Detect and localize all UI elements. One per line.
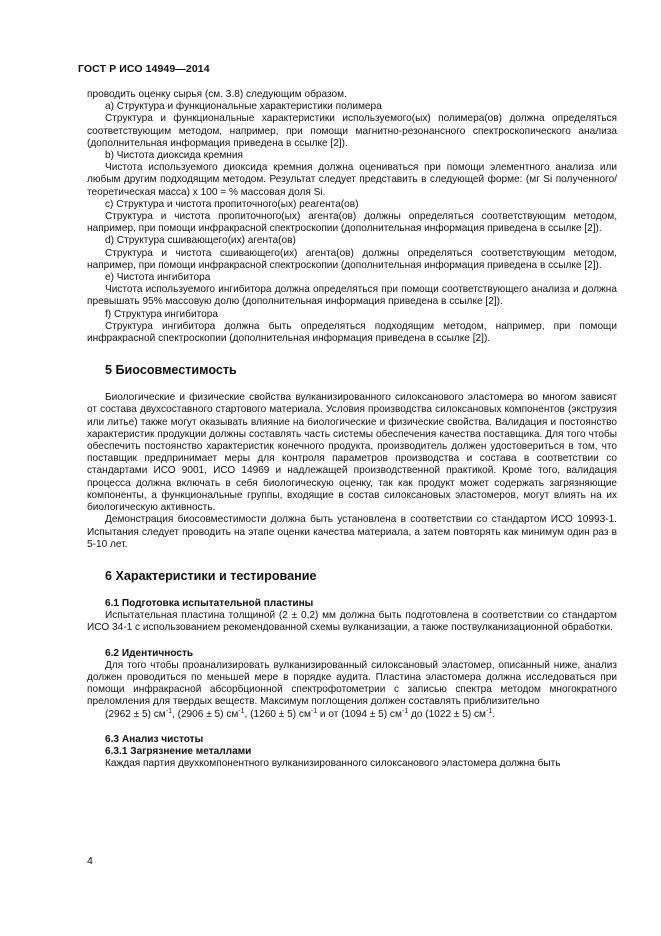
paragraph: Структура и чистота пропиточного(ых) агента(ов) должны определяться соответствующим методом, например, при помощи инфракрасной спектроскопии (дополнительная информация приведена в ссылке [2]).	[87, 211, 617, 235]
paragraph: d) Структура сшивающего(их) агента(ов)	[105, 235, 296, 247]
section-heading: 5 Биосовместимость	[105, 363, 237, 378]
spacer	[87, 635, 617, 648]
paragraph: Биологические и физические свойства вулканизированного силоксанового эластомера во многом зависят от состава двухсоставного стартового материала. Условия производства силоксановых компонентов (экструзия или литье) также могут оказывать влияние на биологические и физические свойства. Валидация и постоянство характеристик продукции должны составлять часть системы обеспечения качества поставщика. Для того чтобы обеспечить постоянство характеристик конечного продукта, производитель должен удостовериться в том, что поставщик предпринимает меры для контроля параметров производства и состава в соответствии со стандартами ИСО 9001, ИСО 14969 и надлежащей производственной практикой. Кроме того, валидация процесса должна включать в себя биологическую оценку, так как продукт может содержать загрязняющие компоненты, а функциональные группы, входящие в состав силоксановых эластомеров, могут влиять на их биологическую активность.	[87, 392, 617, 514]
paragraph: f) Структура ингибитора	[105, 308, 218, 320]
paragraph: Структура и функциональные характеристики используемого(ых) полимера(ов) должна определяться соответствующим методом, например, при помощи магнитно-резонансного спектроскопического анализа (дополнительная информация приведена в ссылке [2]).	[87, 113, 617, 149]
spacer	[87, 721, 617, 734]
paragraph: Структура ингибитора должна быть определяться подходящим методом, например, при помощи инфракрасной спектроскопии (дополнительная информация приведена в ссылке [2]).	[87, 320, 617, 345]
paragraph: Чистота используемого диоксида кремния должна оцениваться при помощи элементного анализа или любым другим подходящим методом. Результат следует представить в следующей форме: (мг Si полученного/теоретическая масса) х 100 = % массовая доля Si.	[87, 162, 617, 198]
paragraph: Испытательная пластина толщиной (2 ± 0,2) мм должна быть подготовлена в соответствии со стандартом ИСО 34-1 с использованием рекомендованной схемы вулканизации, а также поствулканизационной обработки.	[87, 610, 617, 634]
formula-text: и от (1094 ± 5) см	[317, 708, 402, 720]
subsection-heading: 6.2 Идентичность	[105, 647, 194, 659]
subsection-heading: 6.1 Подготовка испытательной пластины	[105, 597, 314, 609]
formula-exponent: -1	[486, 707, 493, 715]
absorption-maxima-formula	[105, 709, 617, 721]
subsection-heading: 6.3 Анализ чистоты	[105, 733, 204, 745]
paragraph: с) Структура и чистота пропиточного(ых) реагента(ов)	[105, 198, 359, 210]
paragraph: Для того чтобы проанализировать вулканизированный силоксановый эластомер, описанный ниже, анализ должен проводиться по меньшей мере в порядке аудита. Пластина эластомера должна исследоваться при помощи инфракрасной абсорбционной спектрофотометрии с записью спектра методом многократного преломления для твердых веществ. Максимум поглощения должен составлять приблизительно	[87, 659, 617, 708]
running-header: ГОСТ Р ИСО 14949—2014	[78, 63, 210, 75]
paragraph: проводить оценку сырья (см. 3.8) следующим образом.	[87, 89, 347, 100]
paragraph: а) Структура и функциональные характеристики полимера	[105, 101, 382, 113]
formula-exponent: -1	[310, 707, 318, 715]
formula-text: до (1022 ± 5) см	[408, 708, 486, 720]
paragraph: Структура и чистота сшивающего(их) агента(ов) должны определяться соответствующим методом, например, при помощи инфракрасной спектроскопии (дополнительная информация приведена в ссылке [2]).	[87, 247, 617, 271]
formula-exponent: -1	[165, 707, 172, 715]
formula-exponent: -1	[401, 707, 409, 715]
paragraph: Чистота используемого ингибитора должна определяться при помощи соответствующего анализа и должна превышать 95% массовую долю (дополнительная информация приведена в ссылке [2]).	[87, 284, 617, 308]
formula-exponent: -1	[238, 707, 245, 715]
paragraph: b) Чистота диоксида кремния	[105, 150, 243, 162]
subsection-heading: 6.3.1 Загрязнение металлами	[105, 745, 252, 757]
formula-text: .	[492, 708, 496, 720]
formula-text: , (1260 ± 5) см	[244, 708, 311, 720]
paragraph: е) Чистота ингибитора	[105, 272, 211, 284]
paragraph: Каждая партия двухкомпонентного вулканизированного силоксанового эластомера должна быть	[105, 758, 561, 770]
formula-text: (2962 ± 5) см	[105, 708, 166, 720]
formula-text: , (2906 ± 5) см	[171, 708, 239, 720]
page-number: 4	[87, 855, 93, 867]
section-heading: 6 Характеристики и тестирование	[105, 568, 317, 583]
paragraph: Демонстрация биосовместимости должна быть установлена в соответствии со стандартом ИСО 10993-1. Испытания следует проводить на этапе оценки качества материала, а затем повторять как минимум один раз в 5-10 лет.	[87, 514, 617, 550]
document-body	[87, 89, 617, 770]
